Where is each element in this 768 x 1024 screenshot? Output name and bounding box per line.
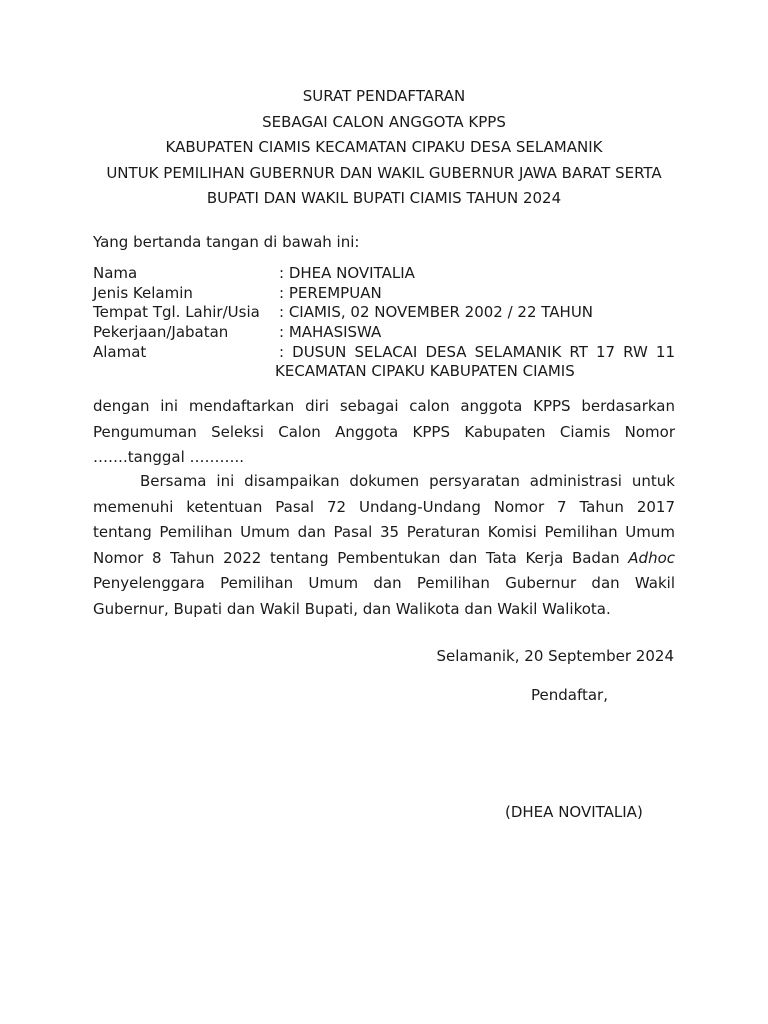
title-line-2: SEBAGAI CALON ANGGOTA KPPS <box>262 112 506 131</box>
paragraph2-line-4 <box>93 546 675 572</box>
signature-name: (DHEA NOVITALIA) <box>505 803 643 821</box>
title-line-3: KABUPATEN CIAMIS KECAMATAN CIPAKU DESA SELAMANIK <box>165 138 603 157</box>
applicant-fields <box>93 264 675 381</box>
place-and-date: Selamanik, 20 September 2024 <box>436 647 674 665</box>
field-row-address <box>93 342 675 381</box>
title-line-4: UNTUK PEMILIHAN GUBERNUR DAN WAKIL GUBERNUR JAWA BARAT SERTA <box>106 163 662 182</box>
intro-text: Yang bertanda tangan di bawah ini: <box>93 233 360 251</box>
field-value-address: : DUSUN SELACAI DESA SELAMANIK RT 17 RW 11 <box>279 342 675 361</box>
letter-title <box>60 84 708 212</box>
field-row-birth <box>93 303 675 323</box>
field-row-gender <box>93 284 675 304</box>
field-label-address: Alamat <box>93 342 147 361</box>
paragraph2-line-4-text: Nomor 8 Tahun 2022 tentang Pembentukan dan Tata Kerja Badan <box>93 548 629 567</box>
field-row-name <box>93 264 675 284</box>
paragraph1-line-2: Pengumuman Seleksi Calon Anggota KPPS Kabupaten Ciamis Nomor <box>93 422 675 441</box>
field-row-occupation <box>93 323 675 343</box>
paragraph2-line-3: tentang Pemilihan Umum dan Pasal 35 Peraturan Komisi Pemilihan Umum <box>93 523 675 541</box>
field-label-gender: Jenis Kelamin <box>93 283 193 302</box>
field-value-name: : DHEA NOVITALIA <box>279 264 415 282</box>
paragraph1-line-3: …….tanggal ……….. <box>93 448 245 466</box>
field-value-birth: : CIAMIS, 02 NOVEMBER 2002 / 22 TAHUN <box>279 303 594 322</box>
field-value-occupation: : MAHASISWA <box>279 323 382 342</box>
registrant-label: Pendaftar, <box>531 686 608 704</box>
paragraph2-line-2: memenuhi ketentuan Pasal 72 Undang-Undang Nomor 7 Tahun 2017 <box>93 497 675 516</box>
field-label-name: Nama <box>93 264 138 282</box>
title-line-5: BUPATI DAN WAKIL BUPATI CIAMIS TAHUN 2024 <box>206 189 562 208</box>
field-label-occupation: Pekerjaan/Jabatan <box>93 323 229 342</box>
title-line-1: SURAT PENDAFTARAN <box>302 87 466 105</box>
field-label-birth: Tempat Tgl. Lahir/Usia <box>93 303 260 322</box>
paragraph2-line-6: Gubernur, Bupati dan Wakil Bupati, dan Walikota dan Wakil Walikota. <box>93 599 611 618</box>
paragraph1-line-1: dengan ini mendaftarkan diri sebagai calon anggota KPPS berdasarkan <box>93 397 675 415</box>
paragraph-documents <box>93 469 675 622</box>
paragraph2-line-1: Bersama ini disampaikan dokumen persyaratan administrasi untuk <box>140 472 675 490</box>
adhoc-italic-term: Adhoc <box>628 548 675 567</box>
field-value-address-continuation: KECAMATAN CIPAKU KABUPATEN CIAMIS <box>275 362 575 381</box>
field-value-gender: : PEREMPUAN <box>279 283 382 302</box>
paragraph2-line-5: Penyelenggara Pemilihan Umum dan Pemilihan Gubernur dan Wakil <box>93 574 675 592</box>
paragraph-registration <box>93 394 675 471</box>
